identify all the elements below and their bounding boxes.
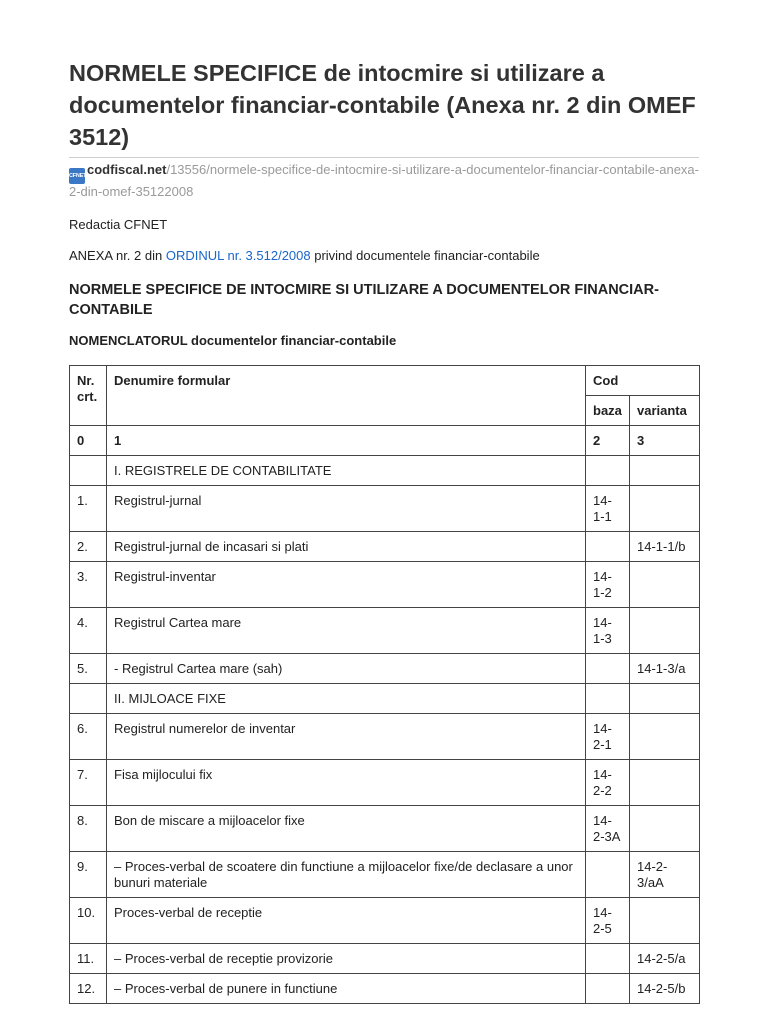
- cell-nr: 3.: [70, 562, 107, 608]
- cell-baza: 14-1-1: [586, 486, 630, 532]
- page-title: NORMELE SPECIFICE de intocmire si utilizare a documentelor financiar-contabile (Anexa nr. 2 din OMEF 3512): [69, 60, 696, 150]
- cell-name: Registrul-jurnal: [107, 486, 586, 532]
- cell-nr: 9.: [70, 852, 107, 898]
- cell-varianta: 14-2-5/a: [630, 944, 700, 974]
- cell-baza: [586, 456, 630, 486]
- cell-baza: 14-2-3A: [586, 806, 630, 852]
- table-row: [70, 684, 700, 714]
- cell-baza: [586, 944, 630, 974]
- header-denumire: Denumire formular: [107, 366, 586, 426]
- cell-baza: 14-2-2: [586, 760, 630, 806]
- table-row: [70, 714, 700, 760]
- cell-varianta: [630, 684, 700, 714]
- cell-nr: 7.: [70, 760, 107, 806]
- cell-varianta: [630, 806, 700, 852]
- cell-baza: [586, 684, 630, 714]
- cell-nr: 1.: [70, 486, 107, 532]
- index-cell: 2: [586, 426, 630, 456]
- cell-varianta: 14-1-3/a: [630, 654, 700, 684]
- source-domain[interactable]: codfiscal.net: [87, 162, 167, 177]
- cell-name: I. REGISTRELE DE CONTABILITATE: [107, 456, 586, 486]
- cell-varianta: [630, 608, 700, 654]
- cell-name: Bon de miscare a mijloacelor fixe: [107, 806, 586, 852]
- table-row: [70, 852, 700, 898]
- nomenclator-table: [69, 365, 700, 1004]
- cell-varianta: [630, 760, 700, 806]
- source-url[interactable]: [69, 162, 699, 200]
- table-row: [70, 532, 700, 562]
- cell-name: II. MIJLOACE FIXE: [107, 684, 586, 714]
- table-row: [70, 562, 700, 608]
- cell-varianta: 14-2-3/aA: [630, 852, 700, 898]
- title-divider: [69, 157, 699, 158]
- cell-nr: 5.: [70, 654, 107, 684]
- source-path[interactable]: /13556/normele-specifice-de-intocmire-si-utilizare-a-documentelor-financiar-contabile-anexa-2-din-omef-35122008: [69, 162, 699, 199]
- header-cod: Cod: [586, 366, 700, 396]
- cell-nr: 4.: [70, 608, 107, 654]
- index-cell: 1: [107, 426, 586, 456]
- cell-name: - Registrul Cartea mare (sah): [107, 654, 586, 684]
- cell-name: – Proces-verbal de receptie provizorie: [107, 944, 586, 974]
- intro-prefix: ANEXA nr. 2 din: [69, 248, 166, 263]
- cell-varianta: [630, 562, 700, 608]
- cell-baza: [586, 654, 630, 684]
- cell-nr: 2.: [70, 532, 107, 562]
- cell-varianta: [630, 486, 700, 532]
- cell-name: Registrul-jurnal de incasari si plati: [107, 532, 586, 562]
- cell-baza: 14-1-2: [586, 562, 630, 608]
- cell-baza: [586, 852, 630, 898]
- header-baza: baza: [586, 396, 630, 426]
- cell-varianta: [630, 898, 700, 944]
- cell-nr: [70, 456, 107, 486]
- cell-nr: 10.: [70, 898, 107, 944]
- cell-name: Proces-verbal de receptie: [107, 898, 586, 944]
- nomenclator-heading: NOMENCLATORUL documentelor financiar-contabile: [69, 333, 397, 348]
- cell-name: Fisa mijlocului fix: [107, 760, 586, 806]
- header-nr: Nr. crt.: [70, 366, 107, 426]
- cell-name: – Proces-verbal de punere in functiune: [107, 974, 586, 1004]
- cell-nr: 11.: [70, 944, 107, 974]
- cell-nr: [70, 684, 107, 714]
- table-row: [70, 944, 700, 974]
- cell-baza: 14-2-5: [586, 898, 630, 944]
- index-cell: 3: [630, 426, 700, 456]
- index-cell: 0: [70, 426, 107, 456]
- header-varianta: varianta: [630, 396, 700, 426]
- cell-name: – Proces-verbal de scoatere din functiune a mijloacelor fixe/de declasare a unor bunuri materiale: [107, 852, 586, 898]
- cell-name: Registrul numerelor de inventar: [107, 714, 586, 760]
- table-row: [70, 654, 700, 684]
- cell-baza: [586, 974, 630, 1004]
- cell-baza: 14-1-3: [586, 608, 630, 654]
- ordinul-link[interactable]: ORDINUL nr. 3.512/2008: [165, 248, 311, 263]
- author-line: Redactia CFNET: [69, 217, 168, 232]
- cell-varianta: [630, 456, 700, 486]
- table-row: [70, 898, 700, 944]
- cell-name: Registrul Cartea mare: [107, 608, 586, 654]
- table-row: [70, 760, 700, 806]
- table-row: [70, 608, 700, 654]
- table-header-row: [70, 366, 700, 396]
- intro-line: [69, 248, 540, 264]
- cell-varianta: 14-1-1/b: [630, 532, 700, 562]
- cell-baza: 14-2-1: [586, 714, 630, 760]
- section-heading: NORMELE SPECIFICE DE INTOCMIRE SI UTILIZARE A DOCUMENTELOR FINANCIAR-CONTABILE: [69, 282, 659, 318]
- table-row: [70, 486, 700, 532]
- cell-varianta: [630, 714, 700, 760]
- table-index-row: [70, 426, 700, 456]
- cell-nr: 8.: [70, 806, 107, 852]
- cell-nr: 12.: [70, 974, 107, 1004]
- cell-name: Registrul-inventar: [107, 562, 586, 608]
- intro-suffix: privind documentele financiar-contabile: [310, 248, 540, 263]
- cell-nr: 6.: [70, 714, 107, 760]
- table-row: [70, 974, 700, 1004]
- table-row: [70, 456, 700, 486]
- cell-baza: [586, 532, 630, 562]
- table-row: [70, 806, 700, 852]
- cfnet-logo-icon: CFNET: [69, 168, 85, 184]
- cell-varianta: 14-2-5/b: [630, 974, 700, 1004]
